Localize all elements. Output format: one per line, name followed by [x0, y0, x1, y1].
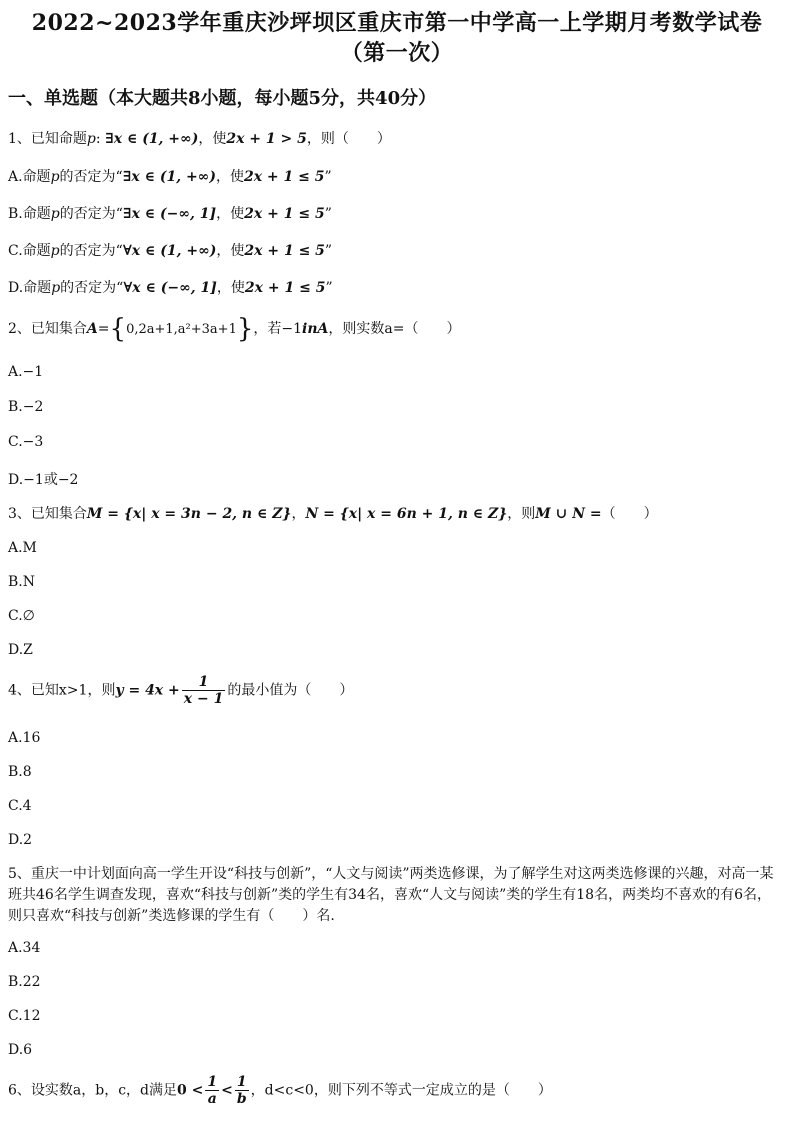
q2-set-name: A	[86, 321, 98, 337]
option-math: ∀x ∈ (1, +∞)	[122, 243, 217, 259]
q3-option-d[interactable]: D.Z	[8, 642, 33, 658]
q2-suffix: ，则实数a=（ ）	[328, 321, 461, 337]
q6-fraction-a	[205, 1074, 219, 1107]
q6-numerator-b: 1	[235, 1074, 249, 1091]
q1-option-c[interactable]	[8, 240, 332, 260]
q3-mid: ，	[291, 506, 306, 522]
q6-denominator-b: b	[236, 1091, 247, 1107]
q3-set-n: N = {x| x = 6n + 1, n ∈ Z}	[305, 506, 508, 522]
option-text: ，使	[216, 206, 245, 222]
q1-suffix: ，则（ ）	[306, 131, 391, 147]
q2-mid: ，若−1	[253, 321, 303, 337]
q6-lt: <	[221, 1082, 233, 1099]
q3-union: M ∪ N =	[535, 506, 602, 522]
q4-prefix: 4、已知x>1，则	[8, 682, 116, 699]
question-6	[8, 1074, 552, 1107]
option-math: 2x + 1 ≤ 5	[244, 206, 325, 222]
question-1	[8, 128, 391, 148]
q6-numerator-a: 1	[207, 1074, 218, 1090]
q4-option-d[interactable]: D.2	[8, 832, 33, 848]
q1-option-d[interactable]	[8, 277, 333, 297]
option-p: p	[50, 243, 60, 259]
exam-title-line2: （第一次）	[340, 40, 454, 66]
q5-option-a[interactable]: A.34	[8, 940, 41, 956]
q6-suffix: ，d<c<0，则下列不等式一定成立的是（ ）	[250, 1082, 552, 1099]
q2-right-brace: }	[236, 314, 254, 344]
q6-prefix: 6、设实数a，b，c，d满足	[8, 1082, 178, 1099]
q2-option-d[interactable]: D.−1或−2	[8, 472, 79, 488]
option-text: ”	[325, 280, 333, 296]
option-text: ，使	[215, 169, 244, 185]
option-text: 的否定为“	[60, 280, 124, 296]
question-5: 5、重庆一中计划面向高一学生开设“科技与创新”，“人文与阅读”两类选修课，为了解学生对这两类选修课的兴趣，对高一某班共46名学生调查发现，喜欢“科技与创新”类的学生有34名，喜欢“人文与阅读”类的学生有18名，两类均不喜欢的有6名，则只喜欢“科技与创新”类选修课的学生有（ ）名.	[8, 866, 774, 924]
option-text: ，使	[216, 243, 245, 259]
option-p: p	[50, 169, 60, 185]
q6-zero-lt: 0 <	[177, 1082, 204, 1099]
question-4	[8, 674, 353, 707]
q3-mid2: ，则	[507, 506, 536, 522]
q2-option-a[interactable]: A.−1	[8, 364, 44, 380]
q3-option-a[interactable]: A.M	[8, 540, 37, 556]
option-text: ”	[324, 169, 332, 185]
q2-eq: =	[97, 321, 110, 337]
question-3	[8, 503, 658, 523]
q3-set-m: M = {x| x = 3n − 2, n ∈ Z}	[86, 506, 292, 522]
q2-option-c[interactable]: C.−3	[8, 434, 44, 450]
exam-title-line1: 2022~2023学年重庆沙坪坝区重庆市第一中学高一上学期月考数学试卷	[31, 10, 763, 36]
option-math: ∃x ∈ (1, +∞)	[122, 169, 216, 185]
q3-suffix: （ ）	[601, 506, 658, 522]
q4-expression: y = 4x +	[115, 682, 180, 699]
q1-mid: ，使	[198, 131, 227, 147]
q5-option-c[interactable]: C.12	[8, 1008, 41, 1024]
q1-prefix: 1、已知命题	[8, 131, 87, 147]
q1-option-a[interactable]	[8, 166, 332, 186]
option-math: 2x + 1 ≤ 5	[244, 243, 325, 259]
section-heading: 一、单选题（本大题共8小题，每小题5分，共40分）	[8, 88, 437, 109]
option-text: ”	[324, 243, 333, 259]
q4-suffix: 的最小值为（ ）	[227, 682, 354, 699]
q1-option-b[interactable]	[8, 203, 332, 223]
question-2	[8, 314, 460, 344]
q3-prefix: 3、已知集合	[8, 506, 87, 522]
option-p: p	[51, 280, 61, 296]
option-text: ，使	[216, 280, 245, 296]
q2-set-elements: 0,2a+1,a²+3a+1	[126, 322, 237, 337]
q1-ineq: 2x + 1 > 5	[226, 131, 307, 147]
option-label: A.命题	[8, 169, 51, 185]
q4-option-c[interactable]: C.4	[8, 798, 32, 814]
q2-option-b[interactable]: B.−2	[8, 399, 44, 415]
q2-left-brace: {	[109, 314, 127, 344]
q2-prefix: 2、已知集合	[8, 321, 87, 337]
option-text: 的否定为“	[59, 206, 123, 222]
q2-in-a: inA	[302, 321, 329, 337]
q4-option-a[interactable]: A.16	[8, 730, 41, 746]
q3-option-c[interactable]: C.∅	[8, 608, 35, 624]
q6-fraction-b	[235, 1074, 249, 1107]
q5-option-d[interactable]: D.6	[8, 1042, 33, 1058]
q4-option-b[interactable]: B.8	[8, 764, 32, 780]
q4-numerator: 1	[182, 674, 226, 691]
q6-denominator-a: a	[207, 1091, 217, 1107]
option-label: C.命题	[8, 243, 51, 259]
q4-denominator: x − 1	[183, 691, 224, 707]
option-p: p	[50, 206, 60, 222]
q1-colon: :	[95, 131, 106, 147]
option-label: D.命题	[8, 280, 52, 296]
q5-option-b[interactable]: B.22	[8, 974, 41, 990]
q1-p: p	[86, 131, 96, 147]
option-text: 的否定为“	[59, 243, 123, 259]
option-math: ∃x ∈ (−∞, 1]	[122, 206, 217, 222]
q4-fraction	[182, 674, 226, 707]
option-text: ”	[324, 206, 332, 222]
option-math: ∀x ∈ (−∞, 1]	[123, 280, 217, 296]
q1-math: ∃x ∈ (1, +∞)	[105, 131, 199, 147]
option-text: 的否定为“	[59, 169, 123, 185]
option-label: B.命题	[8, 206, 51, 222]
option-math: 2x + 1 ≤ 5	[243, 169, 325, 185]
option-math: 2x + 1 ≤ 5	[244, 280, 326, 296]
q3-option-b[interactable]: B.N	[8, 574, 35, 590]
